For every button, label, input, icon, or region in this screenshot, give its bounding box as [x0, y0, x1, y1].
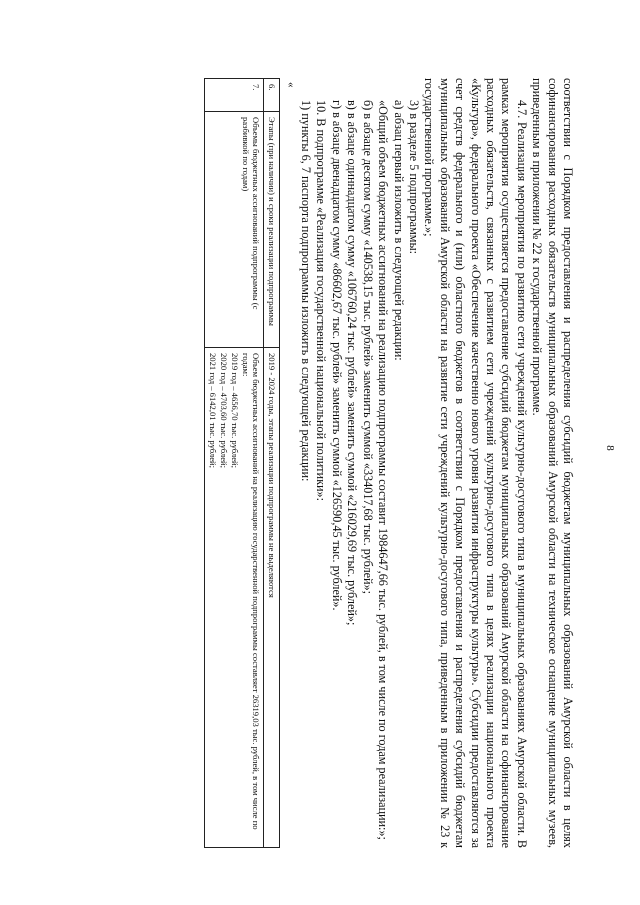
paragraph-4-7: 4.7. Реализация мероприятия по развитию сети учреждений культурно-досугового типа в муниципальных образованиях Амурской области. В рамках мероприятия осуществляется предоставление субсидий бюджетам муниципальных образований Амурской области на софинансирование расходных обязательств, связанных с развитием сети учреждений культурно-досугового типа в целях реализации национального проекта «Культура», федерального проекта «Обеспечение качественно нового уровня развития инфраструктуры культуры». Субсидии предоставляются за счет средств федерального и (или) областного бюджетов в соответствии с Порядком предоставления и распределения субсидий бюджетам муниципальных образований Амурской области на развитие сети учреждений культурно-досугового типа, приведенным в приложении № 23 к государственной программе.»;	[422, 78, 529, 848]
paragraph-a-line: а) абзац первый изложить в следующей редакции:	[391, 100, 406, 361]
page-number: 8	[604, 445, 616, 451]
row-label: Этапы (при наличии) и сроки реализации подпрограммы	[264, 112, 280, 348]
value-line: 2021 год – 6142,01 тыс. рублей;	[208, 353, 219, 468]
item-10: 10. В подпрограмме «Реализация государственной национальной политики»:	[314, 100, 329, 501]
table-row	[205, 79, 264, 848]
value-line: 2019 - 2024 годы, этапы реализации подпрограммы не выделяются	[267, 353, 278, 598]
item-1: 1) пункты 6, 7 паспорта подпрограммы изложить в следующей редакции:	[299, 100, 314, 482]
quote-paragraph: «Общий объем бюджетных ассигнований на реализацию подпрограммы составит 1984647,66 тыс. рублей, в том числе по годам реализации:»;	[376, 100, 391, 840]
item-g: г) в абзаце двенадцатом сумму «86602,67 тыс. рублей» заменить суммой «126590,45 тыс. рублей».	[329, 100, 344, 611]
table-row	[264, 79, 280, 848]
item-v: в) в абзаце одиннадцатом сумму «106760,24 тыс. рублей» заменить суммой «216029,69 тыс. рублей»;	[345, 100, 360, 626]
row-value	[264, 348, 280, 848]
section-5-line: 3) в разделе 5 подпрограммы:	[406, 100, 421, 255]
row-number: 6.	[264, 79, 280, 112]
rotated-content	[55, 78, 575, 848]
passport-table	[205, 78, 281, 848]
value-line: 2019 год – 4656,70 тыс. рублей;	[229, 353, 240, 468]
paragraph-1: соответствии с Порядком предоставления и распределения субсидий бюджетам муниципальных образований Амурской области в целях софинансирования расходных обязательств муниципальных образований Амурской области на техническое оснащение муниципальных музеев, приведенным в приложении № 22 к государственной программе.	[530, 78, 575, 848]
item-b: б) в абзаце десятом сумму «140538,15 тыс. рублей» заменить суммой «334017,68 тыс. рублей»;	[360, 100, 375, 595]
value-line: Объем бюджетных ассигнований на реализацию государственной подпрограммы составляет 26319,03 тыс. рублей, в том числе по годам:	[240, 353, 262, 830]
value-line: 2020 год – 4703,60 тыс. рублей;	[219, 353, 230, 468]
open-quote: «	[284, 82, 297, 88]
row-value	[205, 348, 264, 848]
row-number: 7.	[205, 79, 264, 112]
row-label: Объемы бюджетных ассигнований подпрограммы (с разбивкой по годам)	[205, 112, 264, 348]
